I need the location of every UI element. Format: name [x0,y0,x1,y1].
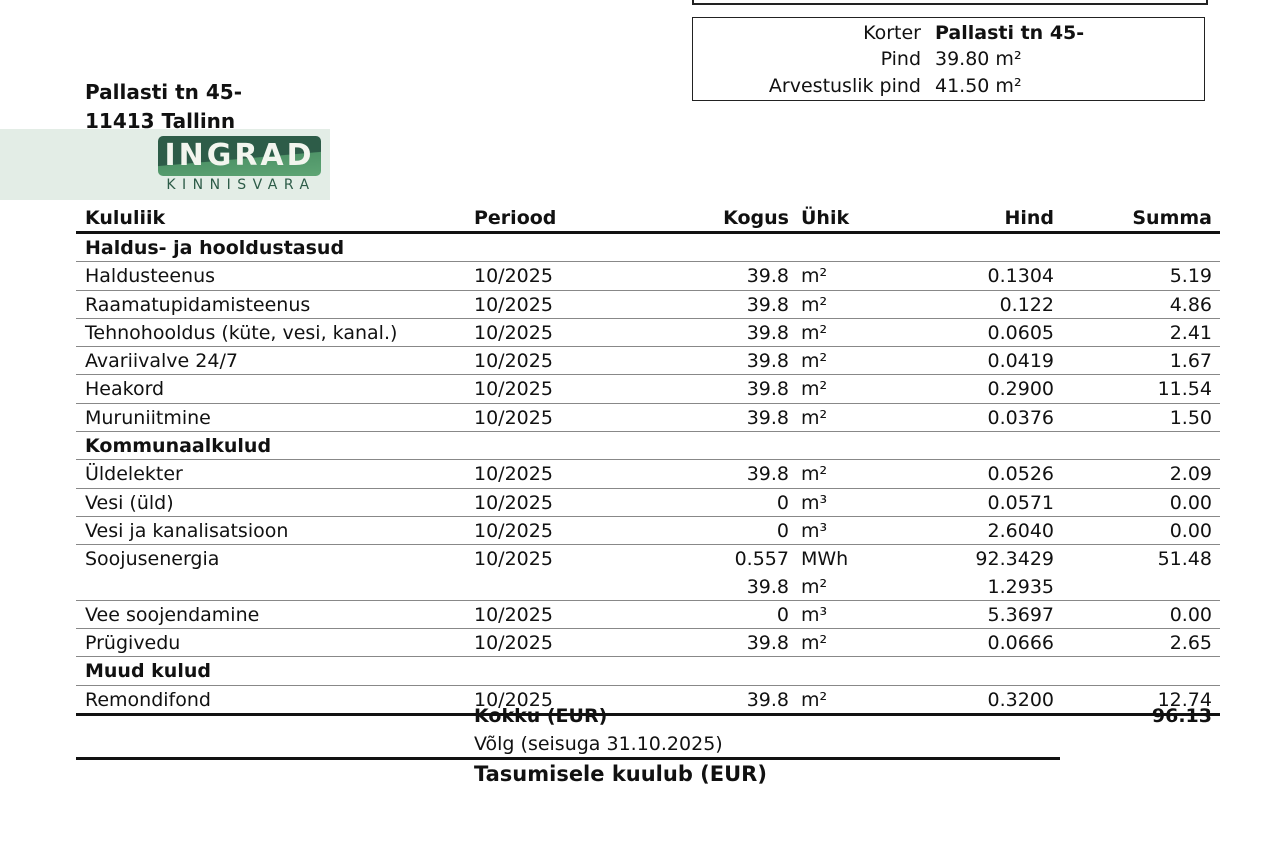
cell-qty: 0 [776,603,789,626]
cell-qty: 39.8 [746,321,789,344]
info-value: Pallasti tn 45- [935,22,1085,44]
header-unit: Ühik [801,207,850,229]
cell-period: 10/2025 [474,321,553,344]
cell-qty: 39.8 [746,406,789,429]
cell-sum: 0.00 [1169,603,1212,626]
cell-unit: m² [801,463,828,486]
table-row [76,375,1220,403]
cell-qty: 39.8 [746,632,789,655]
cell-name: Raamatupidamisteenus [85,293,311,316]
header-qty: Kogus [723,207,789,229]
header-name: Kululiik [85,207,166,229]
section-header [76,234,1220,262]
cell-qty: 39.8 [746,350,789,373]
cell-unit: m² [801,688,828,711]
section-title: Haldus- ja hooldustasud [85,237,345,259]
section-title: Muud kulud [85,660,211,683]
cell-period: 10/2025 [474,519,553,542]
cell-period: 10/2025 [474,406,553,429]
cell-name: Remondifond [85,688,211,711]
cell-sum: 51.48 [1157,548,1212,571]
cell-price: 2.6040 [987,519,1054,542]
info-label: Pind [880,48,921,70]
cell-qty: 39.8 [746,265,789,288]
cell-name: Haldusteenus [85,265,216,288]
debt-label: Võlg (seisuga 31.10.2025) [474,733,723,755]
cell-name: Avariivalve 24/7 [85,350,238,373]
table-row [76,319,1220,347]
cell-unit: m² [801,575,828,598]
company-logo-subtitle: KINNISVARA [166,177,316,193]
table-row [76,601,1220,629]
cell-price: 0.2900 [987,378,1054,401]
cell-unit: MWh [801,548,849,571]
cell-unit: m² [801,293,828,316]
cell-qty: 39.8 [746,688,789,711]
header-period: Periood [474,207,557,229]
cell-price: 0.0419 [987,350,1054,373]
totals-divider [76,757,1060,760]
table-row [76,489,1220,517]
cell-qty: 39.8 [746,378,789,401]
totals [76,702,1220,758]
cell-name: Soojusenergia [85,548,220,571]
cell-period: 10/2025 [474,632,553,655]
cell-price: 0.0571 [987,491,1054,514]
cell-sum: 1.50 [1169,406,1212,429]
cell-name: Muruniitmine [85,406,211,429]
cell-qty: 39.8 [746,293,789,316]
cell-unit: m² [801,378,828,401]
info-row-apartment [693,20,1204,46]
cell-qty: 0.557 [734,548,789,571]
address-line-1: Pallasti tn 45- [85,80,243,104]
cell-qty: 0 [776,519,789,542]
cell-qty: 39.8 [746,463,789,486]
cell-price: 0.0605 [987,321,1054,344]
total-row [76,702,1220,730]
cell-sum: 0.00 [1169,491,1212,514]
cell-unit: m³ [801,519,828,542]
cell-period: 10/2025 [474,603,553,626]
cell-sum: 11.54 [1157,378,1212,401]
cell-period: 10/2025 [474,463,553,486]
table-row [76,573,1220,601]
table-row [76,262,1220,290]
total-label: Kokku (EUR) [474,705,608,727]
cell-unit: m² [801,265,828,288]
info-row-calc-area [693,73,1204,99]
table-row [76,629,1220,657]
cell-price: 92.3429 [975,548,1054,571]
previous-box-border [692,0,1208,5]
debt-row [76,730,1220,758]
cell-price: 0.1304 [987,265,1054,288]
cell-sum: 2.41 [1169,321,1212,344]
cell-price: 0.0526 [987,463,1054,486]
cell-unit: m² [801,632,828,655]
cell-period: 10/2025 [474,688,553,711]
table-row [76,347,1220,375]
cell-name: Tehnohooldus (küte, vesi, kanal.) [85,321,398,344]
cell-sum: 12.74 [1157,688,1212,711]
table-row [76,517,1220,545]
cell-price: 0.122 [999,293,1054,316]
section-title: Kommunaalkulud [85,435,272,458]
table-header [76,204,1220,234]
table-body [76,234,1220,716]
amount-due-label: Tasumisele kuulub (EUR) [474,762,767,786]
cell-name: Prügivedu [85,632,181,655]
info-value: 39.80 m² [935,48,1022,70]
info-label: Arvestuslik pind [768,75,921,97]
cell-price: 0.3200 [987,688,1054,711]
company-logo: INGRAD [158,136,321,176]
cell-name: Vee soojendamine [85,603,260,626]
cell-unit: m² [801,321,828,344]
cell-period: 10/2025 [474,491,553,514]
cell-sum: 0.00 [1169,519,1212,542]
cell-period: 10/2025 [474,378,553,401]
cell-sum: 4.86 [1169,293,1212,316]
cell-unit: m² [801,406,828,429]
section-header [76,657,1220,685]
cell-period: 10/2025 [474,548,553,571]
table-row [76,545,1220,572]
cell-period: 10/2025 [474,293,553,316]
info-row-area [693,46,1204,72]
header-price: Hind [1004,207,1054,229]
cell-period: 10/2025 [474,350,553,373]
cell-name: Heakord [85,378,165,401]
cell-price: 0.0376 [987,406,1054,429]
header-sum: Summa [1132,207,1212,229]
cell-price: 1.2935 [987,575,1054,598]
cell-period: 10/2025 [474,265,553,288]
address-line-2: 11413 Tallinn [85,109,236,133]
cell-name: Üldelekter [85,463,183,486]
cell-sum: 2.09 [1169,463,1212,486]
cell-qty: 39.8 [746,575,789,598]
info-label: Korter [863,22,921,44]
cell-sum: 1.67 [1169,350,1212,373]
cell-unit: m³ [801,603,828,626]
table-row [76,404,1220,432]
cell-name: Vesi (üld) [85,491,174,514]
apartment-info-box [692,17,1205,101]
cell-sum: 2.65 [1169,632,1212,655]
cell-price: 5.3697 [987,603,1054,626]
cell-price: 0.0666 [987,632,1054,655]
cell-sum: 5.19 [1169,265,1212,288]
cell-qty: 0 [776,491,789,514]
info-value: 41.50 m² [935,75,1022,97]
total-value: 96.13 [1151,705,1212,727]
table-row [76,291,1220,319]
cell-unit: m³ [801,491,828,514]
table-row [76,460,1220,488]
cell-unit: m² [801,350,828,373]
cell-name: Vesi ja kanalisatsioon [85,519,289,542]
cost-table [76,204,1220,716]
section-header [76,432,1220,460]
